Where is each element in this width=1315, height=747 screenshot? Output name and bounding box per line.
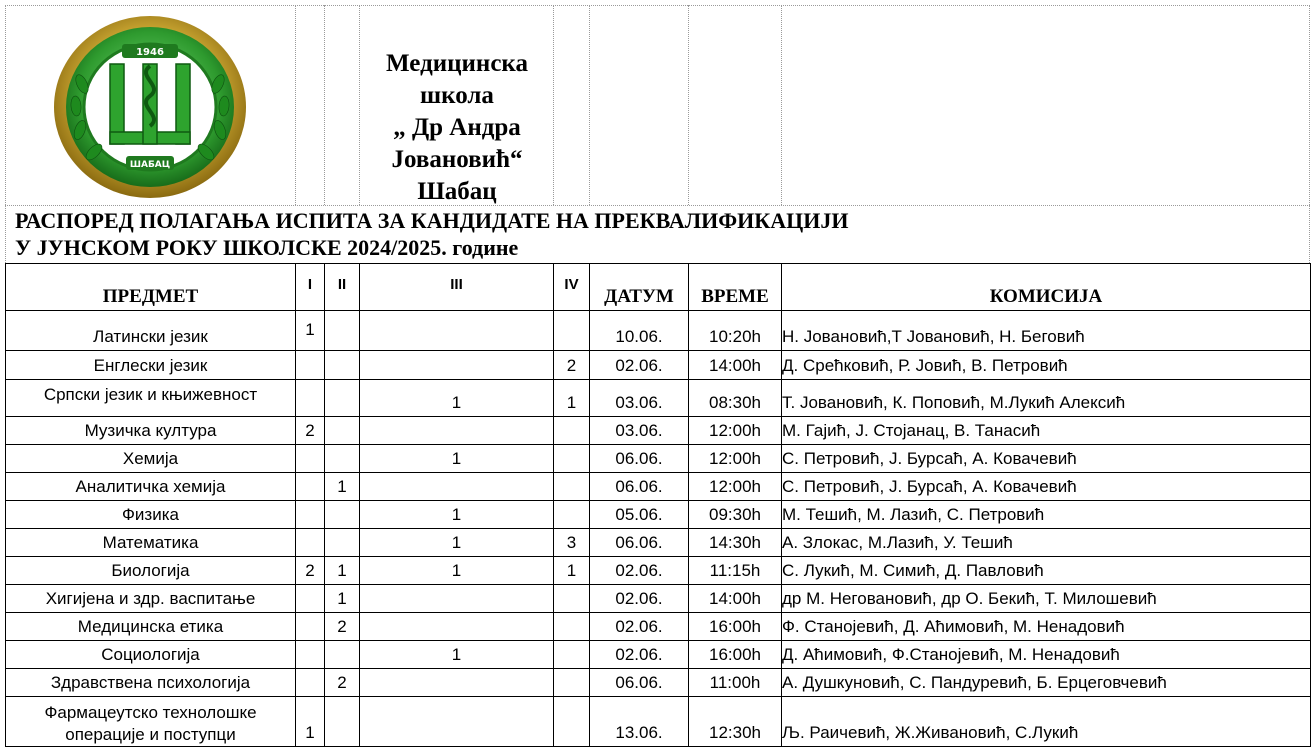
cell-committee: М. Гајић, Ј. Стојанац, В. Танасић (782, 417, 1311, 445)
cell-grade-iii: 1 (360, 529, 554, 557)
table-row (6, 669, 1311, 697)
cell-committee: Н. Јовановић,Т Јовановић, Н. Беговић (782, 311, 1311, 351)
cell-grade-iv (554, 417, 590, 445)
cell-grade-iv: 3 (554, 529, 590, 557)
cell-grade-i: 1 (296, 697, 325, 747)
cell-grade-i (296, 529, 325, 557)
cell-subject: Музичка култура (6, 417, 296, 445)
cell-time: 11:00h (689, 669, 782, 697)
cell-date: 06.06. (590, 669, 689, 697)
cell-grade-ii (325, 417, 360, 445)
cell-grade-i (296, 501, 325, 529)
cell-grade-ii (325, 380, 360, 417)
header-divider (688, 5, 689, 205)
school-name-line: Шабац (417, 178, 497, 205)
cell-committee: Љ. Раичевић, Ж.Живановић, С.Лукић (782, 697, 1311, 747)
cell-grade-iv (554, 641, 590, 669)
school-name-line: Јовановић“ (391, 146, 523, 173)
cell-grade-iii: 1 (360, 641, 554, 669)
cell-grade-i: 1 (296, 311, 325, 351)
cell-grade-iv (554, 585, 590, 613)
cell-grade-ii (325, 697, 360, 747)
header-subject: ПРЕДМЕТ (6, 264, 296, 311)
document-title (15, 207, 848, 261)
cell-time: 12:00h (689, 445, 782, 473)
header-date: ДАТУМ (590, 264, 689, 311)
table-row (6, 501, 1311, 529)
cell-grade-i (296, 351, 325, 380)
cell-subject: Енглески језик (6, 351, 296, 380)
cell-subject: Фармацеутско технолошке операције и поступци (6, 697, 296, 747)
cell-grade-i: 2 (296, 417, 325, 445)
cell-committee: Д. Аћимовић, Ф.Станојевић, М. Ненадовић (782, 641, 1311, 669)
table-row (6, 380, 1311, 417)
header-divider (781, 5, 782, 205)
cell-committee: С. Петровић, Ј. Бурсаћ, А. Ковачевић (782, 445, 1311, 473)
cell-time: 08:30h (689, 380, 782, 417)
cell-grade-ii (325, 641, 360, 669)
cell-time: 12:30h (689, 697, 782, 747)
cell-grade-ii: 2 (325, 669, 360, 697)
cell-grade-ii (325, 445, 360, 473)
school-name-line: „ Др Андра (393, 114, 521, 141)
header-committee: КОМИСИЈА (782, 264, 1311, 311)
cell-subject: Социологија (6, 641, 296, 669)
cell-date: 06.06. (590, 473, 689, 501)
cell-date: 03.06. (590, 417, 689, 445)
header-time: ВРЕМЕ (689, 264, 782, 311)
cell-date: 02.06. (590, 641, 689, 669)
cell-grade-ii: 1 (325, 585, 360, 613)
cell-subject: Српски језик и књижевност (6, 380, 296, 417)
logo-town-text: ШАБАЦ (129, 160, 171, 170)
cell-date: 10.06. (590, 311, 689, 351)
cell-grade-iii (360, 417, 554, 445)
cell-time: 14:30h (689, 529, 782, 557)
table-row (6, 613, 1311, 641)
cell-grade-iii (360, 351, 554, 380)
cell-grade-iv (554, 445, 590, 473)
cell-subject: Математика (6, 529, 296, 557)
cell-grade-iv (554, 669, 590, 697)
cell-grade-ii: 2 (325, 613, 360, 641)
cell-date: 06.06. (590, 445, 689, 473)
cell-grade-i: 2 (296, 557, 325, 585)
header-divider (359, 5, 360, 205)
school-logo-emblem-icon (52, 14, 248, 200)
cell-date: 02.06. (590, 613, 689, 641)
table-row (6, 445, 1311, 473)
cell-time: 14:00h (689, 585, 782, 613)
cell-committee: Т. Јовановић, К. Поповић, М.Лукић Алексић (782, 380, 1311, 417)
document-title-line1: РАСПОРЕД ПОЛАГАЊА ИСПИТА ЗА КАНДИДАТЕ НА ПРЕКВАЛИФИКАЦИЈИ (15, 208, 849, 233)
header-divider-horizontal (5, 205, 1310, 206)
cell-grade-iv: 1 (554, 380, 590, 417)
cell-grade-iv: 1 (554, 557, 590, 585)
cell-committee: Ф. Станојевић, Д. Аћимовић, М. Ненадовић (782, 613, 1311, 641)
cell-grade-iv (554, 697, 590, 747)
table-row (6, 529, 1311, 557)
cell-committee: М. Тешић, М. Лазић, С. Петровић (782, 501, 1311, 529)
cell-grade-i (296, 445, 325, 473)
logo-year-text: 1946 (136, 47, 164, 58)
cell-committee: А. Злокас, М.Лазић, У. Тешић (782, 529, 1311, 557)
table-row (6, 417, 1311, 445)
cell-grade-iv: 2 (554, 351, 590, 380)
cell-grade-i (296, 473, 325, 501)
cell-date: 03.06. (590, 380, 689, 417)
cell-grade-iii: 1 (360, 557, 554, 585)
header-grade-ii: II (325, 264, 360, 311)
cell-grade-iv (554, 501, 590, 529)
header-border-top (5, 5, 1310, 6)
header-divider (324, 5, 325, 205)
table-row (6, 697, 1311, 747)
cell-date: 02.06. (590, 557, 689, 585)
table-row (6, 557, 1311, 585)
header-border-right (1309, 5, 1310, 263)
cell-grade-iii (360, 585, 554, 613)
header-grade-iii: III (360, 264, 554, 311)
cell-committee: др М. Неговановић, др О. Бекић, Т. Милошевић (782, 585, 1311, 613)
cell-time: 10:20h (689, 311, 782, 351)
table-row (6, 311, 1311, 351)
cell-subject: Медицинска етика (6, 613, 296, 641)
table-row (6, 585, 1311, 613)
cell-date: 06.06. (590, 529, 689, 557)
cell-grade-iii (360, 311, 554, 351)
cell-grade-ii (325, 311, 360, 351)
cell-grade-iv (554, 473, 590, 501)
cell-grade-ii (325, 529, 360, 557)
cell-grade-iii (360, 613, 554, 641)
header-divider (589, 5, 590, 205)
cell-grade-ii: 1 (325, 473, 360, 501)
cell-grade-iv (554, 613, 590, 641)
cell-time: 12:00h (689, 473, 782, 501)
school-name (362, 48, 552, 208)
document-title-line2: У ЈУНСКОМ РОКУ ШКОЛСКЕ 2024/2025. године (15, 235, 519, 260)
school-logo (52, 14, 248, 200)
header-grade-i: I (296, 264, 325, 311)
cell-subject: Физика (6, 501, 296, 529)
cell-subject: Биологија (6, 557, 296, 585)
cell-grade-iii: 1 (360, 380, 554, 417)
cell-date: 02.06. (590, 585, 689, 613)
cell-subject: Латински језик (6, 311, 296, 351)
table-header-row (6, 264, 1311, 311)
cell-grade-iii (360, 697, 554, 747)
cell-time: 09:30h (689, 501, 782, 529)
cell-subject: Хигијена и здр. васпитање (6, 585, 296, 613)
cell-grade-iii (360, 669, 554, 697)
cell-grade-ii: 1 (325, 557, 360, 585)
school-name-line: Медицинска (386, 50, 528, 77)
cell-grade-i (296, 585, 325, 613)
cell-grade-iii: 1 (360, 445, 554, 473)
cell-grade-i (296, 380, 325, 417)
table-row (6, 473, 1311, 501)
header-divider (295, 5, 296, 205)
cell-grade-iv (554, 311, 590, 351)
cell-time: 16:00h (689, 641, 782, 669)
cell-grade-ii (325, 501, 360, 529)
school-name-line: школа (420, 82, 494, 109)
header-grade-iv: IV (554, 264, 590, 311)
exam-schedule-table (5, 263, 1311, 747)
cell-grade-i (296, 669, 325, 697)
cell-time: 16:00h (689, 613, 782, 641)
cell-subject: Аналитичка хемија (6, 473, 296, 501)
cell-committee: А. Душкуновић, С. Пандуревић, Б. Ерцеговчевић (782, 669, 1311, 697)
cell-subject: Здравствена психологија (6, 669, 296, 697)
cell-time: 14:00h (689, 351, 782, 380)
cell-grade-ii (325, 351, 360, 380)
table-row (6, 641, 1311, 669)
cell-date: 05.06. (590, 501, 689, 529)
header-border-left (5, 5, 6, 263)
cell-grade-i (296, 641, 325, 669)
cell-date: 13.06. (590, 697, 689, 747)
cell-grade-iii (360, 473, 554, 501)
cell-date: 02.06. (590, 351, 689, 380)
cell-committee: Д. Срећковић, Р. Јовић, В. Петровић (782, 351, 1311, 380)
cell-committee: С. Лукић, М. Симић, Д. Павловић (782, 557, 1311, 585)
cell-subject: Хемија (6, 445, 296, 473)
table-row (6, 351, 1311, 380)
cell-committee: С. Петровић, Ј. Бурсаћ, А. Ковачевић (782, 473, 1311, 501)
header-divider (553, 5, 554, 205)
cell-grade-i (296, 613, 325, 641)
cell-time: 12:00h (689, 417, 782, 445)
cell-grade-iii: 1 (360, 501, 554, 529)
cell-time: 11:15h (689, 557, 782, 585)
